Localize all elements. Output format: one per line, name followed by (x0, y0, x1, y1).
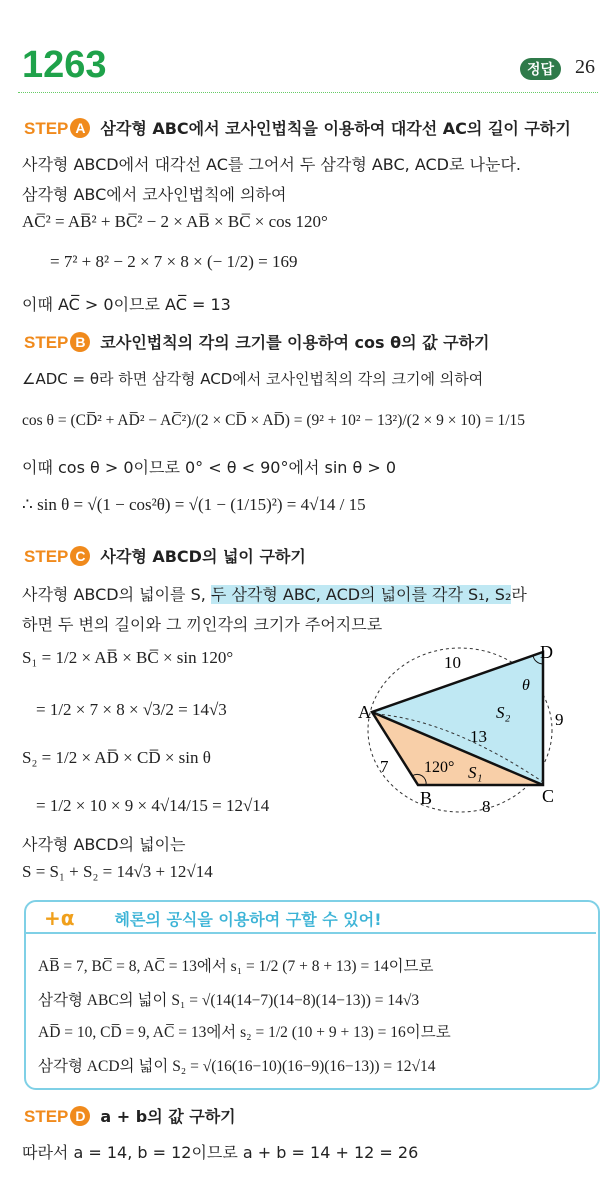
step-label: STEP A (24, 119, 90, 138)
tip-line: 삼각형 ABC의 넓이 S₁ = √(14(14−7)(14−8)(14−13)) = 14√3 (38, 992, 420, 1009)
problem-number: 1263 (22, 44, 107, 86)
formula-line: S = S₁ + S₂ = 14√3 + 12√14 (22, 862, 213, 881)
vertex-label: C (542, 786, 555, 806)
tip-heading (44, 906, 382, 930)
step-title: 사각형 ABCD의 넓이 구하기 (100, 547, 306, 566)
tip-line: AD̅ = 10, CD̅ = 9, AC̅ = 13에서 s₂ = 1/2 (10 + 9 + 13) = 16이므로 (38, 1024, 451, 1041)
angle-label: 120° (424, 759, 455, 776)
step-c-heading (24, 544, 306, 567)
text-line: ∠ADC = θ라 하면 삼각형 ACD에서 코사인법칙의 각의 크기에 의하여 (22, 370, 484, 388)
side-label: 10 (444, 653, 461, 672)
vertex-label: D (540, 642, 553, 662)
side-label: 9 (555, 710, 564, 729)
angle-label: θ (522, 677, 530, 694)
quadrilateral-diagram (340, 640, 580, 820)
formula-line: ∴ sin θ = √(1 − cos²θ) = √(1 − (1/15)²) = 4√14 / 15 (22, 495, 366, 514)
vertex-label: A (358, 702, 371, 722)
tip-line: 삼각형 ACD의 넓이 S₂ = √(16(16−10)(16−9)(16−13)) = 12√14 (38, 1058, 436, 1075)
step-title: 삼각형 ABC에서 코사인법칙을 이용하여 대각선 AC의 길이 구하기 (100, 119, 571, 138)
text-line: 삼각형 ABC에서 코사인법칙에 의하여 (22, 185, 287, 204)
step-label: STEP C (24, 547, 90, 566)
step-a-heading (24, 116, 571, 139)
text-line: 하면 두 변의 길이와 그 끼인각의 크기가 주어지므로 (22, 615, 383, 634)
step-title: 코사인법칙의 각의 크기를 이용하여 cos θ의 값 구하기 (100, 333, 490, 352)
answer-value: 26 (575, 56, 595, 78)
side-label: 7 (380, 757, 389, 776)
formula-line: S₁ = 1/2 × AB̅ × BC̅ × sin 120° (22, 648, 234, 667)
formula-line: = 1/2 × 7 × 8 × √3/2 = 14√3 (36, 700, 227, 719)
text-line: 사각형 ABCD의 넓이는 (22, 835, 186, 854)
text-line: 사각형 ABCD에서 대각선 AC를 그어서 두 삼각형 ABC, ACD로 나눈다. (22, 155, 522, 174)
text-segment: 라 (511, 585, 527, 604)
area-label: S₂ (496, 703, 511, 722)
step-label: STEP D (24, 1107, 90, 1126)
step-label: STEP B (24, 333, 90, 352)
formula-line: cos θ = (CD̅² + AD̅² − AC̅²)/(2 × CD̅ × AD̅) = (9² + 10² − 13²)/(2 × 9 × 10) = 1/15 (22, 412, 526, 429)
tip-title: 헤론의 공식을 이용하여 구할 수 있어! (114, 910, 382, 929)
step-title: a + b의 값 구하기 (100, 1107, 236, 1126)
text-line: 따라서 a = 14, b = 12이므로 a + b = 14 + 12 = 26 (22, 1143, 419, 1162)
side-label: 8 (482, 797, 491, 816)
formula-line: = 1/2 × 10 × 9 × 4√14/15 = 12√14 (36, 796, 270, 815)
text-line: 이때 AC̅ > 0이므로 AC̅ = 13 (22, 295, 231, 314)
text-segment: 사각형 ABCD의 넓이를 S, (22, 585, 206, 604)
text-line: 이때 cos θ > 0이므로 0° < θ < 90°에서 sin θ > 0 (22, 458, 397, 477)
formula-line: S₂ = 1/2 × AD̅ × CD̅ × sin θ (22, 748, 211, 767)
step-d-heading (24, 1104, 236, 1127)
header-divider (18, 92, 598, 93)
text-line (22, 582, 527, 605)
step-b-heading (24, 330, 490, 353)
tip-line: AB̅ = 7, BC̅ = 8, AC̅ = 13에서 s₁ = 1/2 (7 + 8 + 13) = 14이므로 (38, 958, 434, 975)
formula-line: = 7² + 8² − 2 × 7 × 8 × (− 1/2) = 169 (50, 252, 298, 271)
highlighted-text: 두 삼각형 ABC, ACD의 넓이를 각각 S₁, S₂ (210, 585, 512, 604)
vertex-label: B (420, 788, 433, 808)
area-label: S₁ (468, 763, 483, 782)
formula-line: AC̅² = AB̅² + BC̅² − 2 × AB̅ × BC̅ × cos 120° (22, 212, 328, 231)
plus-alpha-icon: +α (44, 906, 75, 930)
answer-badge: 정답 (520, 58, 561, 80)
diagonal-label: 13 (470, 727, 487, 746)
